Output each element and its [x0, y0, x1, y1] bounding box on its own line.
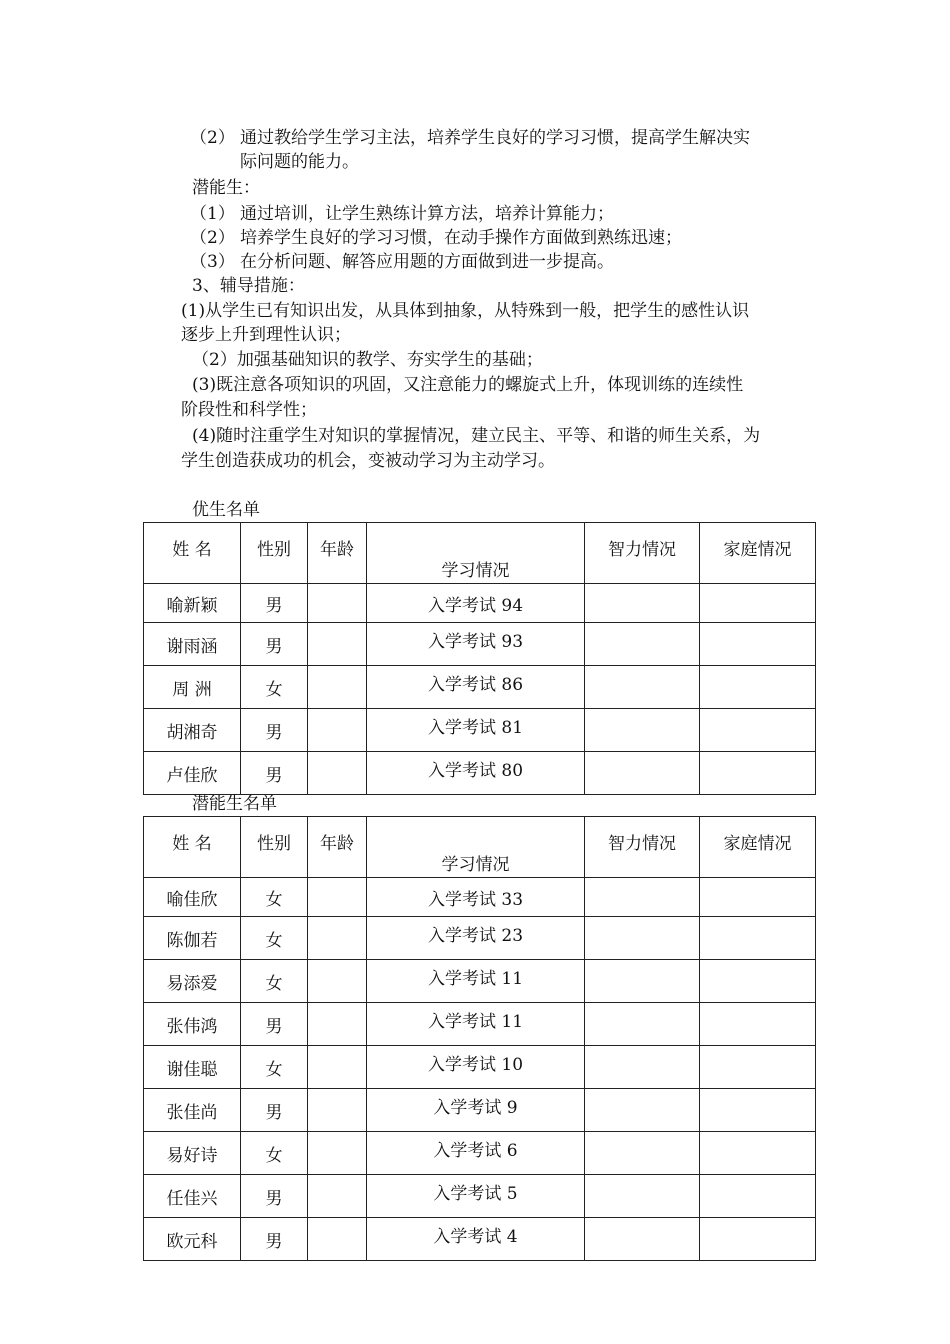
cell-gender: 女: [241, 960, 308, 1003]
cell-name: 欧元科: [144, 1218, 241, 1261]
cell-family: [700, 917, 816, 960]
cell-family: [700, 1175, 816, 1218]
header-family: 家庭情况: [700, 817, 816, 878]
table-row: [144, 917, 816, 960]
cell-family: [700, 623, 816, 666]
measure-4-line-2: 学生创造获成功的机会，变被动学习为主动学习。: [181, 451, 555, 471]
cell-name: 谢佳聪: [144, 1046, 241, 1089]
cell-family: [700, 960, 816, 1003]
cell-gender: 男: [241, 709, 308, 752]
table-row: [144, 709, 816, 752]
cell-name: 周 洲: [144, 666, 241, 709]
header-study: 学习情况: [367, 523, 585, 584]
potential-heading: 潜能生：: [192, 178, 260, 198]
cell-intellect: [585, 1218, 700, 1261]
header-name: 姓 名: [144, 523, 241, 584]
potential-students-caption: 潜能生名单: [192, 794, 277, 814]
measures-heading: 3、辅导措施：: [192, 276, 305, 296]
potential-students-body: [144, 878, 816, 1261]
cell-intellect: [585, 917, 700, 960]
cell-age: [308, 1175, 367, 1218]
cell-intellect: [585, 960, 700, 1003]
cell-name: 易添爱: [144, 960, 241, 1003]
table-row: [144, 1089, 816, 1132]
cell-study: 入学考试 4: [367, 1218, 585, 1261]
cell-family: [700, 878, 816, 917]
table-row: [144, 1218, 816, 1261]
top-students-body: [144, 584, 816, 795]
cell-family: [700, 666, 816, 709]
table-row: [144, 1046, 816, 1089]
cell-age: [308, 752, 367, 795]
cell-intellect: [585, 623, 700, 666]
measure-1-line-1: (1)从学生已有知识出发，从具体到抽象，从特殊到一般，把学生的感性认识: [181, 301, 750, 321]
cell-gender: 男: [241, 1089, 308, 1132]
cell-name: 张佳尚: [144, 1089, 241, 1132]
cell-intellect: [585, 1046, 700, 1089]
cell-study: 入学考试 93: [367, 623, 585, 666]
cell-study: 入学考试 11: [367, 1003, 585, 1046]
cell-gender: 女: [241, 917, 308, 960]
cell-intellect: [585, 666, 700, 709]
potential-goal-2-number: （2）: [190, 228, 235, 248]
cell-age: [308, 1132, 367, 1175]
potential-goal-2-text: 培养学生良好的学习习惯，在动手操作方面做到熟练迅速；: [240, 228, 682, 248]
cell-age: [308, 666, 367, 709]
top-students-caption: 优生名单: [192, 500, 260, 520]
cell-name: 谢雨涵: [144, 623, 241, 666]
cell-age: [308, 1218, 367, 1261]
cell-intellect: [585, 1175, 700, 1218]
cell-name: 卢佳欣: [144, 752, 241, 795]
cell-intellect: [585, 1003, 700, 1046]
cell-study: 入学考试 11: [367, 960, 585, 1003]
cell-age: [308, 623, 367, 666]
measure-4-line-1: (4)随时注重学生对知识的掌握情况，建立民主、平等、和谐的师生关系，为: [192, 426, 761, 446]
measure-1-line-2: 逐步上升到理性认识；: [181, 325, 351, 345]
cell-family: [700, 1132, 816, 1175]
cell-family: [700, 1003, 816, 1046]
cell-age: [308, 1046, 367, 1089]
cell-gender: 女: [241, 666, 308, 709]
cell-name: 胡湘奇: [144, 709, 241, 752]
table-row: [144, 878, 816, 917]
cell-gender: 女: [241, 1132, 308, 1175]
cell-family: [700, 584, 816, 623]
potential-goal-1-text: 通过培训，让学生熟练计算方法，培养计算能力；: [240, 204, 614, 224]
cell-gender: 女: [241, 878, 308, 917]
cell-study: 入学考试 86: [367, 666, 585, 709]
header-name: 姓 名: [144, 817, 241, 878]
table-row: [144, 584, 816, 623]
cell-study: 入学考试 6: [367, 1132, 585, 1175]
cell-family: [700, 1046, 816, 1089]
cell-gender: 女: [241, 1046, 308, 1089]
potential-goal-3-number: （3）: [190, 252, 235, 272]
cell-name: 喻佳欣: [144, 878, 241, 917]
goal-2-text-line-1: 通过教给学生学习主法，培养学生良好的学习习惯，提高学生解决实: [240, 128, 750, 148]
cell-age: [308, 584, 367, 623]
header-age: 年龄: [308, 817, 367, 878]
header-gender: 性别: [241, 817, 308, 878]
table-row: [144, 666, 816, 709]
cell-study: 入学考试 33: [367, 878, 585, 917]
header-gender: 性别: [241, 523, 308, 584]
cell-intellect: [585, 709, 700, 752]
cell-name: 张伟鸿: [144, 1003, 241, 1046]
cell-age: [308, 878, 367, 917]
cell-gender: 男: [241, 752, 308, 795]
cell-study: 入学考试 5: [367, 1175, 585, 1218]
cell-family: [700, 752, 816, 795]
cell-name: 易好诗: [144, 1132, 241, 1175]
cell-name: 喻新颖: [144, 584, 241, 623]
cell-age: [308, 709, 367, 752]
potential-goal-3-text: 在分析问题、解答应用题的方面做到进一步提高。: [240, 252, 614, 272]
cell-gender: 男: [241, 584, 308, 623]
table-header-row: [144, 817, 816, 878]
header-family: 家庭情况: [700, 523, 816, 584]
cell-intellect: [585, 1089, 700, 1132]
header-age: 年龄: [308, 523, 367, 584]
cell-age: [308, 917, 367, 960]
top-students-table: [143, 522, 816, 795]
potential-goal-1-number: （1）: [190, 204, 235, 224]
table-row: [144, 623, 816, 666]
cell-age: [308, 960, 367, 1003]
cell-age: [308, 1089, 367, 1132]
measure-3-line-2: 阶段性和科学性；: [181, 400, 317, 420]
cell-intellect: [585, 878, 700, 917]
table-row: [144, 1132, 816, 1175]
cell-gender: 男: [241, 1003, 308, 1046]
header-intellect: 智力情况: [585, 523, 700, 584]
table-header-row: [144, 523, 816, 584]
cell-family: [700, 1089, 816, 1132]
cell-study: 入学考试 81: [367, 709, 585, 752]
table-row: [144, 960, 816, 1003]
cell-intellect: [585, 752, 700, 795]
header-study: 学习情况: [367, 817, 585, 878]
cell-family: [700, 1218, 816, 1261]
measure-3-line-1: (3)既注意各项知识的巩固，又注意能力的螺旋式上升，体现训练的连续性: [192, 375, 744, 395]
table-row: [144, 1003, 816, 1046]
measure-2: （2）加强基础知识的教学、夯实学生的基础；: [192, 350, 543, 370]
cell-study: 入学考试 23: [367, 917, 585, 960]
cell-age: [308, 1003, 367, 1046]
goal-2-number: （2）: [190, 128, 235, 148]
header-intellect: 智力情况: [585, 817, 700, 878]
cell-study: 入学考试 9: [367, 1089, 585, 1132]
goal-2-text-line-2: 际问题的能力。: [240, 152, 359, 172]
cell-study: 入学考试 94: [367, 584, 585, 623]
cell-family: [700, 709, 816, 752]
cell-name: 陈伽若: [144, 917, 241, 960]
cell-gender: 男: [241, 1218, 308, 1261]
cell-gender: 男: [241, 1175, 308, 1218]
table-row: [144, 752, 816, 795]
cell-intellect: [585, 584, 700, 623]
cell-gender: 男: [241, 623, 308, 666]
table-row: [144, 1175, 816, 1218]
cell-name: 任佳兴: [144, 1175, 241, 1218]
potential-students-table: [143, 816, 816, 1261]
cell-study: 入学考试 10: [367, 1046, 585, 1089]
cell-intellect: [585, 1132, 700, 1175]
cell-study: 入学考试 80: [367, 752, 585, 795]
